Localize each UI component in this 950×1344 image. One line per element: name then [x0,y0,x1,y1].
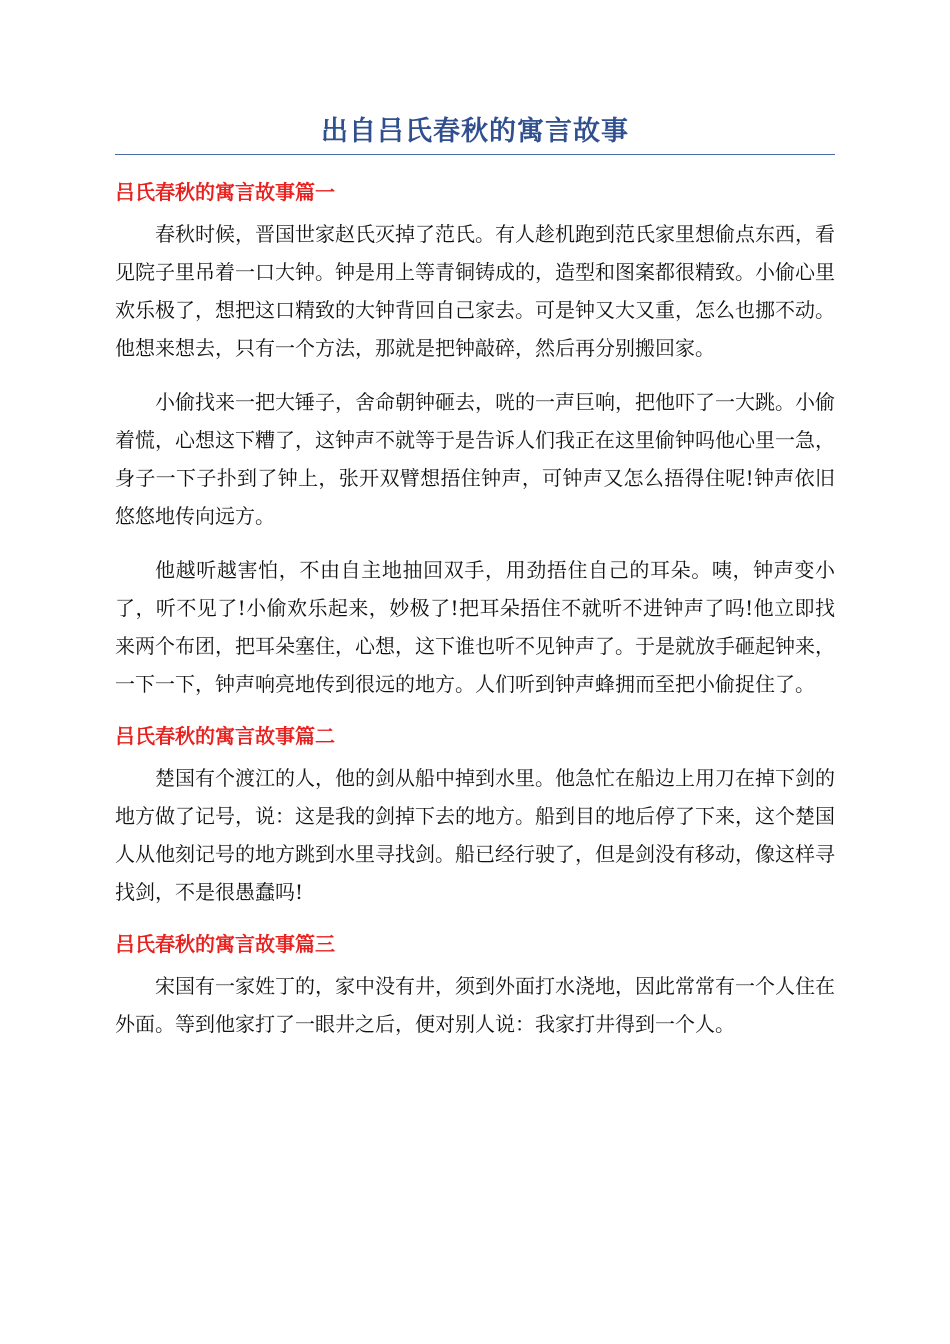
section-1 [115,175,835,703]
section-3 [115,927,835,1043]
section-heading: 吕氏春秋的寓言故事篇三 [115,932,335,956]
paragraph: 他越听越害怕，不由自主地抽回双手，用劲捂住自己的耳朵。咦，钟声变小了，听不见了!小偷欢乐起来，妙极了!把耳朵捂住不就听不进钟声了吗!他立即找来两个布团，把耳朵塞住，心想，这下谁也听不见钟声了。于是就放手砸起钟来，一下一下，钟声响亮地传到很远的地方。人们听到钟声蜂拥而至把小偷捉住了。 [115,558,835,696]
paragraph: 楚国有个渡江的人，他的剑从船中掉到水里。他急忙在船边上用刀在掉下剑的地方做了记号，说：这是我的剑掉下去的地方。船到目的地后停了下来，这个楚国人从他刻记号的地方跳到水里寻找剑。船已经行驶了，但是剑没有移动，像这样寻找剑，不是很愚蠢吗! [115,766,835,904]
paragraph: 小偷找来一把大锤子，舍命朝钟砸去，咣的一声巨响，把他吓了一大跳。小偷着慌，心想这下糟了，这钟声不就等于是告诉人们我正在这里偷钟吗他心里一急，身子一下子扑到了钟上，张开双臂想捂住钟声，可钟声又怎么捂得住呢!钟声依旧悠悠地传向远方。 [115,390,835,528]
document-title: 出自吕氏春秋的寓言故事 [321,116,629,147]
section-heading: 吕氏春秋的寓言故事篇一 [115,180,335,204]
paragraph: 春秋时候，晋国世家赵氏灭掉了范氏。有人趁机跑到范氏家里想偷点东西，看见院子里吊着一口大钟。钟是用上等青铜铸成的，造型和图案都很精致。小偷心里欢乐极了，想把这口精致的大钟背回自己家去。可是钟又大又重，怎么也挪不动。他想来想去，只有一个方法，那就是把钟敲碎，然后再分别搬回家。 [115,222,835,360]
title-underline [115,154,835,155]
document-page [115,112,835,1059]
section-heading: 吕氏春秋的寓言故事篇二 [115,724,335,748]
section-2 [115,719,835,911]
paragraph: 宋国有一家姓丁的，家中没有井，须到外面打水浇地，因此常常有一个人住在外面。等到他家打了一眼井之后，便对别人说：我家打井得到一个人。 [115,974,835,1036]
